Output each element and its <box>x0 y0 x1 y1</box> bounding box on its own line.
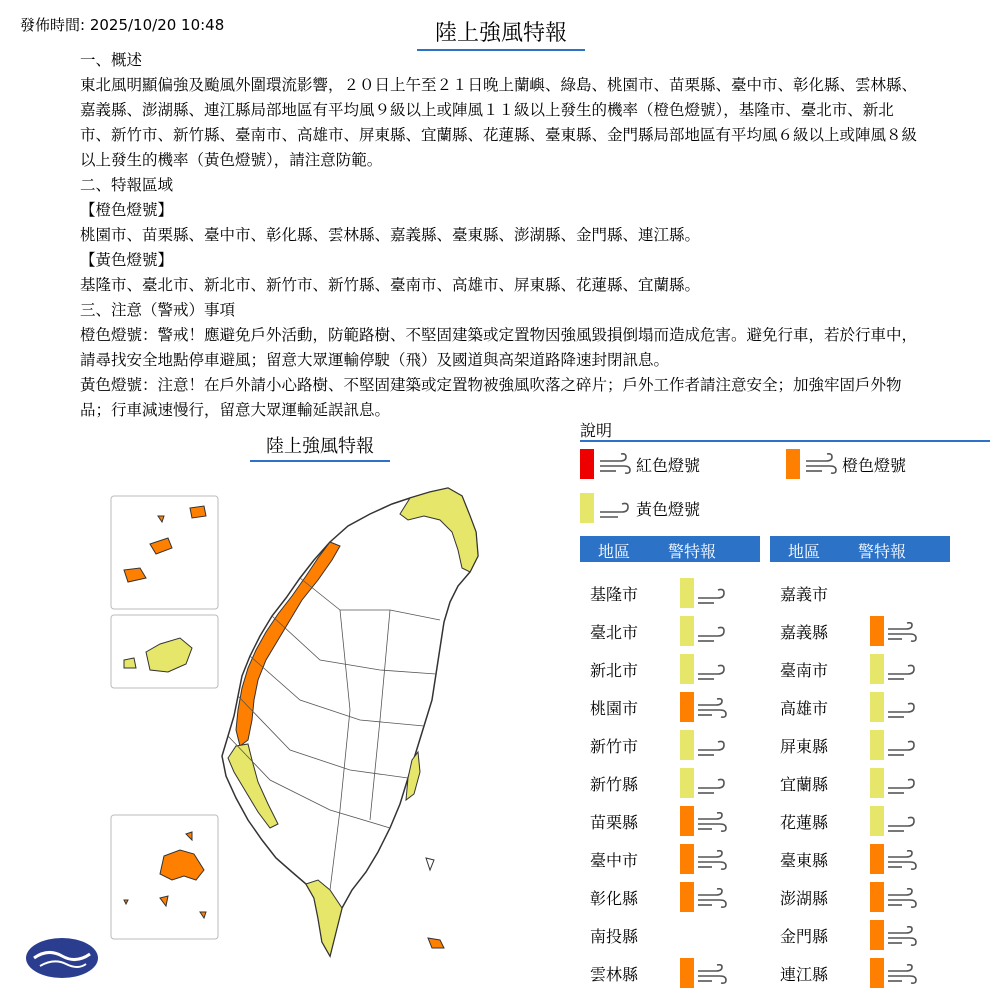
header-warning: 警特報 <box>668 542 717 561</box>
wind-icon <box>886 698 920 722</box>
region-name: 南投縣 <box>590 927 639 946</box>
legend-item-orange <box>786 449 906 479</box>
warning-level-bar <box>870 616 884 646</box>
legend-divider <box>580 440 990 442</box>
table-row <box>580 692 760 722</box>
wind-icon <box>886 660 920 684</box>
strong-wind-icon <box>598 452 632 476</box>
region-name: 臺北市 <box>590 623 639 642</box>
header-region: 地區 <box>788 542 821 561</box>
table-row <box>770 920 950 950</box>
region-name: 高雄市 <box>780 699 829 718</box>
orange-areas-heading: 【橙色燈號】 <box>80 201 174 219</box>
wind-icon <box>696 660 730 684</box>
legend-label-yellow: 黃色燈號 <box>636 499 701 519</box>
table-row <box>770 958 950 988</box>
region-name: 苗栗縣 <box>590 813 639 832</box>
strong-wind-icon <box>696 964 730 988</box>
strong-wind-icon <box>804 452 838 476</box>
warning-level-bar <box>870 692 884 722</box>
section-areas-heading: 二、特報區域 <box>80 176 174 194</box>
region-name: 彰化縣 <box>590 889 639 908</box>
overview-paragraph: 東北風明顯偏強及颱風外圍環流影響，２０日上午至２１日晚上蘭嶼、綠島、桃園市、苗栗縣、臺中市、彰化縣、雲林縣、嘉義縣、澎湖縣、連江縣局部地區有平均風９級以上或陣風１１級以上發生的機率（橙色燈號），基隆市、臺北市、新北市、新竹市、新竹縣、臺南市、高雄市、屏東縣、宜蘭縣、花蓮縣、臺東縣、金門縣局部地區有平均風６級以上或陣風８級以上發生的機率（黃色燈號），請注意防範。 <box>80 76 918 169</box>
warning-level-bar <box>680 958 694 988</box>
legend-swatch-yellow <box>580 493 594 523</box>
warning-level-bar <box>870 958 884 988</box>
table-row <box>770 768 950 798</box>
legend-swatch-red <box>580 449 594 479</box>
region-name: 連江縣 <box>780 965 829 984</box>
warning-level-bar <box>680 730 694 760</box>
region-name: 新竹市 <box>590 737 639 756</box>
table-row <box>580 958 760 988</box>
strong-wind-icon <box>886 850 920 874</box>
table-row <box>770 730 950 760</box>
warning-level-bar <box>870 654 884 684</box>
warning-level-bar <box>870 844 884 874</box>
table-row <box>580 578 760 608</box>
map-title: 陸上強風特報 <box>250 432 390 462</box>
page-title: 陸上強風特報 <box>417 16 585 51</box>
warning-level-bar <box>870 920 884 950</box>
table-row <box>770 654 950 684</box>
strong-wind-icon <box>696 812 730 836</box>
yellow-areas-list: 基隆市、臺北市、新北市、新竹市、新竹縣、臺南市、高雄市、屏東縣、花蓮縣、宜蘭縣。 <box>80 276 701 294</box>
wind-icon <box>886 736 920 760</box>
inset-penghu <box>111 815 218 939</box>
warning-level-bar <box>680 768 694 798</box>
table-row <box>770 844 950 874</box>
wind-icon <box>696 774 730 798</box>
issue-time: 發佈時間: 2025/10/20 10:48 <box>20 16 225 34</box>
region-name: 臺東縣 <box>780 851 829 870</box>
island-lanyu <box>428 938 444 948</box>
region-name: 宜蘭縣 <box>780 775 829 794</box>
strong-wind-icon <box>886 926 920 950</box>
warning-level-bar <box>680 616 694 646</box>
section-notes-heading: 三、注意（警戒）事項 <box>80 301 236 319</box>
legend-item-red <box>580 449 700 479</box>
table-row <box>580 768 760 798</box>
table-row <box>580 920 760 950</box>
region-name: 桃園市 <box>590 699 639 718</box>
table-row <box>580 882 760 912</box>
table-row <box>580 844 760 874</box>
header-region: 地區 <box>598 542 631 561</box>
yellow-notes: 黃色燈號：注意！在戶外請小心路樹、不堅固建築或定置物被強風吹落之碎片；戶外工作者請注意安全；加強牢固戶外物品；行車減速慢行，留意大眾運輸延誤訊息。 <box>80 376 902 419</box>
region-name: 澎湖縣 <box>780 889 829 908</box>
warning-level-bar <box>870 768 884 798</box>
region-name: 雲林縣 <box>590 965 639 984</box>
cwa-logo <box>26 938 98 978</box>
legend-title: 說明 <box>580 421 613 440</box>
region-name: 新竹縣 <box>590 775 639 794</box>
wind-icon <box>696 622 730 646</box>
taiwan-main-island <box>222 488 478 956</box>
warning-level-bar <box>680 654 694 684</box>
warning-level-bar <box>680 806 694 836</box>
legend-swatch-orange <box>786 449 800 479</box>
warning-level-bar <box>870 882 884 912</box>
region-name: 基隆市 <box>590 585 639 604</box>
region-name: 新北市 <box>590 661 639 680</box>
wind-icon <box>886 774 920 798</box>
table-header-right <box>770 536 950 562</box>
region-name: 臺中市 <box>590 851 639 870</box>
region-name: 嘉義縣 <box>780 623 829 642</box>
yellow-areas-heading: 【黃色燈號】 <box>80 251 174 269</box>
island-green <box>426 858 434 870</box>
taiwan-warning-map <box>0 460 560 1000</box>
table-row <box>770 882 950 912</box>
strong-wind-icon <box>696 850 730 874</box>
strong-wind-icon <box>886 964 920 988</box>
table-row <box>580 730 760 760</box>
table-header-left <box>580 536 760 562</box>
table-row <box>580 806 760 836</box>
legend-label-orange: 橙色燈號 <box>842 455 907 475</box>
strong-wind-icon <box>886 888 920 912</box>
orange-notes: 橙色燈號：警戒！應避免戶外活動，防範路樹、不堅固建築或定置物因強風毀損倒塌而造成危害。避免行車，若於行車中，請尋找安全地點停車避風；留意大眾運輸停駛（飛）及國道與高架道路降速封閉訊息。 <box>80 326 918 369</box>
section-overview-heading: 一、概述 <box>80 51 143 69</box>
table-row <box>580 616 760 646</box>
warning-level-bar <box>680 578 694 608</box>
table-row <box>770 692 950 722</box>
warning-level-bar <box>680 692 694 722</box>
wind-icon <box>886 812 920 836</box>
region-name: 金門縣 <box>780 927 829 946</box>
table-row <box>770 578 950 608</box>
warning-level-bar <box>680 882 694 912</box>
orange-areas-list: 桃園市、苗栗縣、臺中市、彰化縣、雲林縣、嘉義縣、臺東縣、澎湖縣、金門縣、連江縣。 <box>80 226 701 244</box>
legend-item-yellow <box>580 493 700 523</box>
table-row <box>580 654 760 684</box>
bulletin-text <box>80 48 920 423</box>
wind-icon <box>598 496 632 520</box>
region-name: 屏東縣 <box>780 737 829 756</box>
wind-icon <box>696 736 730 760</box>
legend-label-red: 紅色燈號 <box>636 455 701 475</box>
table-row <box>770 616 950 646</box>
region-name: 臺南市 <box>780 661 829 680</box>
strong-wind-icon <box>696 888 730 912</box>
table-row <box>770 806 950 836</box>
strong-wind-icon <box>886 622 920 646</box>
header-warning: 警特報 <box>858 542 907 561</box>
warning-level-bar <box>870 730 884 760</box>
warning-level-bar <box>680 844 694 874</box>
warning-level-bar <box>870 806 884 836</box>
region-name: 嘉義市 <box>780 585 829 604</box>
region-name: 花蓮縣 <box>780 813 829 832</box>
strong-wind-icon <box>696 698 730 722</box>
wind-icon <box>696 584 730 608</box>
